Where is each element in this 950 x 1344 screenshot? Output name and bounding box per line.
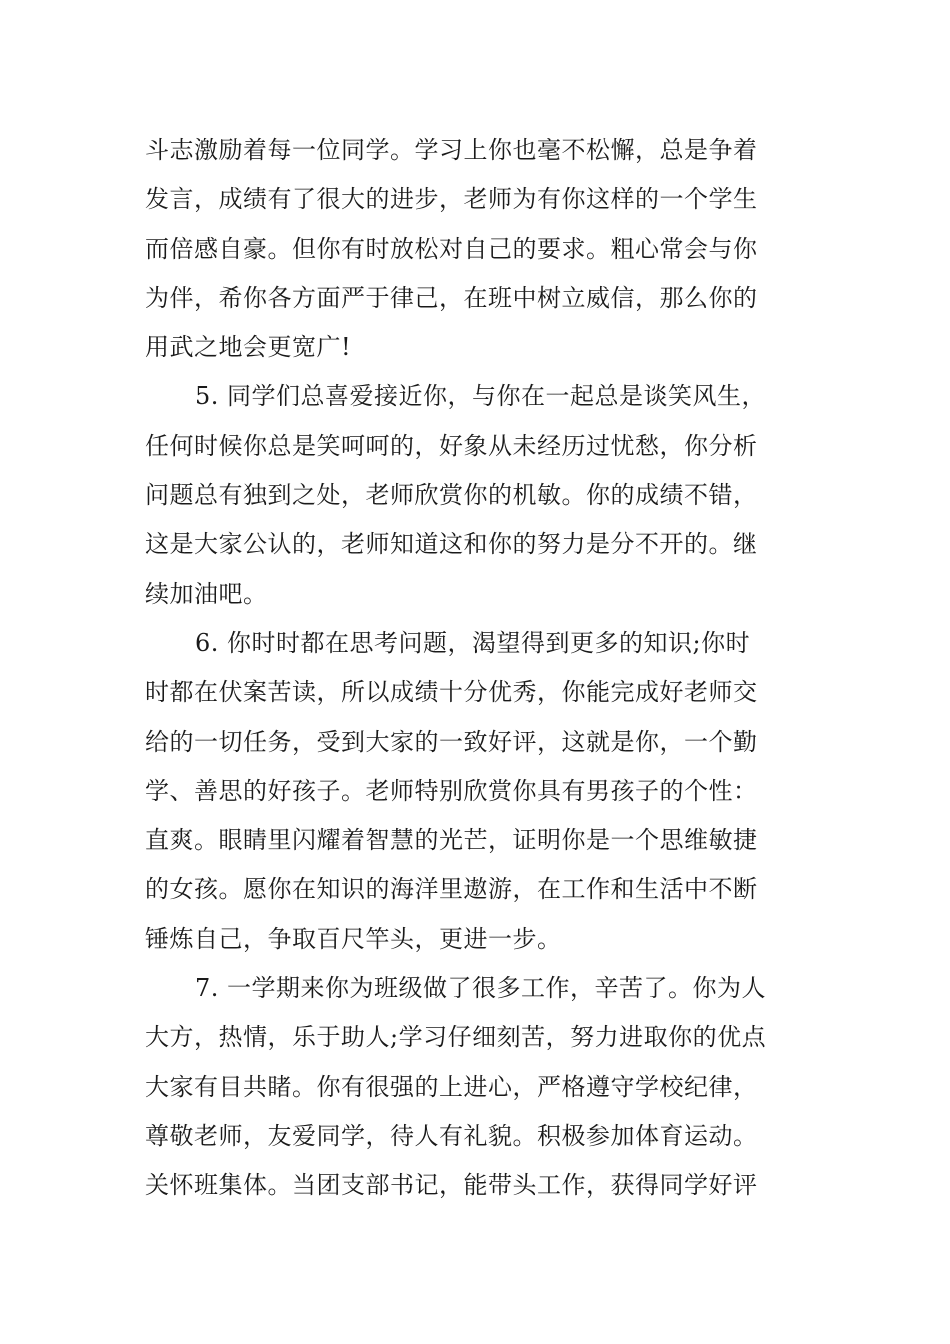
- text-line: 任何时候你总是笑呵呵的，好象从未经历过忧愁，你分析: [145, 431, 758, 460]
- text-line: 用武之地会更宽广!: [145, 333, 352, 362]
- text-line: 而倍感自豪。但你有时放松对自己的要求。粗心常会与你: [145, 234, 758, 263]
- paragraph-item-5: [145, 372, 807, 618]
- text-line: 7. 一学期来你为班级做了很多工作，辛苦了。你为人: [195, 974, 767, 1003]
- text-line: 锤炼自己，争取百尺竿头，更进一步。: [145, 924, 562, 953]
- paragraph-item-7: [145, 964, 807, 1210]
- document-page: [145, 126, 807, 1211]
- text-line: 时都在伏案苦读，所以成绩十分优秀，你能完成好老师交: [145, 678, 758, 707]
- text-line: 5. 同学们总喜爱接近你，与你在一起总是谈笑风生，: [195, 382, 767, 411]
- text-line: 大家有目共睹。你有很强的上进心，严格遵守学校纪律，: [145, 1072, 758, 1101]
- text-line: 尊敬老师，友爱同学，待人有礼貌。积极参加体育运动。: [145, 1121, 758, 1150]
- text-line: 6. 你时时都在思考问题，渴望得到更多的知识;你时: [195, 628, 751, 657]
- paragraph-continuation: [145, 126, 807, 372]
- text-line: 为伴，希你各方面严于律己，在班中树立威信，那么你的: [145, 283, 758, 312]
- text-line: 续加油吧。: [145, 579, 268, 608]
- text-line: 直爽。眼睛里闪耀着智慧的光芒，证明你是一个思维敏捷: [145, 826, 758, 855]
- paragraph-item-6: [145, 619, 807, 964]
- text-line: 关怀班集体。当团支部书记，能带头工作，获得同学好评: [145, 1171, 758, 1200]
- text-line: 给的一切任务，受到大家的一致好评，这就是你，一个勤: [145, 727, 758, 756]
- text-line: 发言，成绩有了很大的进步，老师为有你这样的一个学生: [145, 185, 758, 214]
- text-line: 大方，热情，乐于助人;学习仔细刻苦，努力进取你的优点: [145, 1023, 767, 1052]
- text-line: 学、善思的好孩子。老师特别欣赏你具有男孩子的个性：: [145, 776, 758, 805]
- text-line: 斗志激励着每一位同学。学习上你也毫不松懈，总是争着: [145, 136, 758, 164]
- text-line: 的女孩。愿你在知识的海洋里遨游，在工作和生活中不断: [145, 875, 758, 904]
- text-line: 这是大家公认的，老师知道这和你的努力是分不开的。继: [145, 530, 758, 559]
- text-line: 问题总有独到之处，老师欣赏你的机敏。你的成绩不错，: [145, 481, 758, 510]
